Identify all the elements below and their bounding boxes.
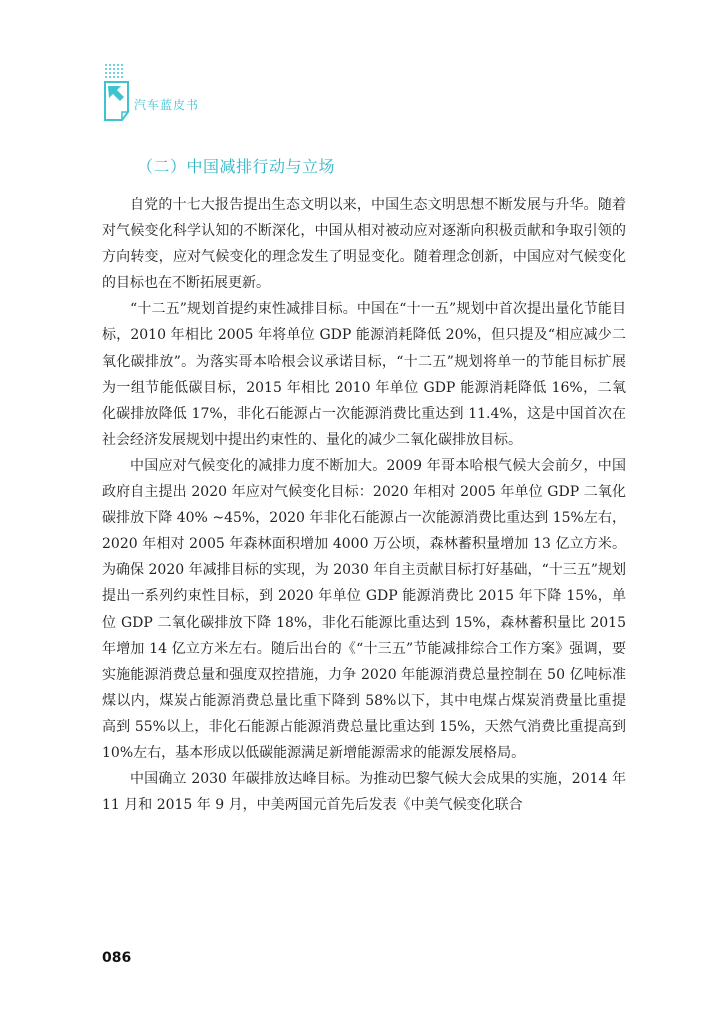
paragraph: 自党的十七大报告提出生态文明以来，中国生态文明思想不断发展与升华。随着对气候变化科学认知的不断深化，中国从相对被动应对逐渐向积极贡献和争取引领的方向转变，应对气候变化的理念发生了明显变化。随着理念创新，中国应对气候变化的目标也在不断拓展更新。 xyxy=(102,197,626,292)
paragraph: 中国确立 2030 年碳排放达峰目标。为推动巴黎气候大会成果的实施，2014 年 11 月和 2015 年 9 月，中美两国元首先后发表《中美气候变化联合 xyxy=(102,771,626,814)
body-text xyxy=(102,192,626,818)
series-title: 汽车蓝皮书 xyxy=(134,98,200,112)
page-number: 086 xyxy=(102,950,132,966)
paragraph: 中国应对气候变化的减排力度不断加大。2009 年哥本哈根气候大会前夕，中国政府自主提出 2020 年应对气候变化目标：2020 年相对 2005 年单位 GDP 二氧化碳排放下降 40% ~45%，2020 年非化石能源占一次能源消费比重达到 15%左右，2020 年相对 2005 年森林面积增加 4000 万公顷，森林蓄积量增加 13 亿立方米。为确保 2020 年减排目标的实现，为 2030 年自主贡献目标打好基础，“十三五”规划提出一系列约束性目标，到 2020 年单位 GDP 能源消费比 2015 年下降 15%，单位 GDP 二氧化碳排放下降 18%，非化石能源比重达到 15%，森林蓄积量比 2015 年增加 14 亿立方米左右。随后出台的《“十三五”节能减排综合工作方案》强调，要实施能源消费总量和强度双控措施，力争 2020 年能源消费总量控制在 50 亿吨标准煤以内，煤炭占能源消费总量比重下降到 58%以下，其中电煤占煤炭消费量比重提高到 55%以上，非化石能源占能源消费总量比重达到 15%，天然气消费比重提高到 10%左右，基本形成以低碳能源满足新增能源需求的能源发展格局。 xyxy=(102,457,626,761)
section-heading: （二）中国减排行动与立场 xyxy=(137,157,336,176)
paragraph: “十二五”规划首提约束性减排目标。中国在“十一五”规划中首次提出量化节能目标，2010 年相比 2005 年将单位 GDP 能源消耗降低 20%，但只提及“相应减少二氧化碳排放”。为落实哥本哈根会议承诺目标，“十二五”规划将单一的节能目标扩展为一组节能低碳目标，2015 年相比 2010 年单位 GDP 能源消耗降低 16%，二氧化碳排放降低 17%，非化石能源占一次能源消费比重达到 11.4%，这是中国首次在社会经济发展规划中提出约束性的、量化的减少二氧化碳排放目标。 xyxy=(102,301,626,448)
book-arrow-icon xyxy=(104,64,130,126)
